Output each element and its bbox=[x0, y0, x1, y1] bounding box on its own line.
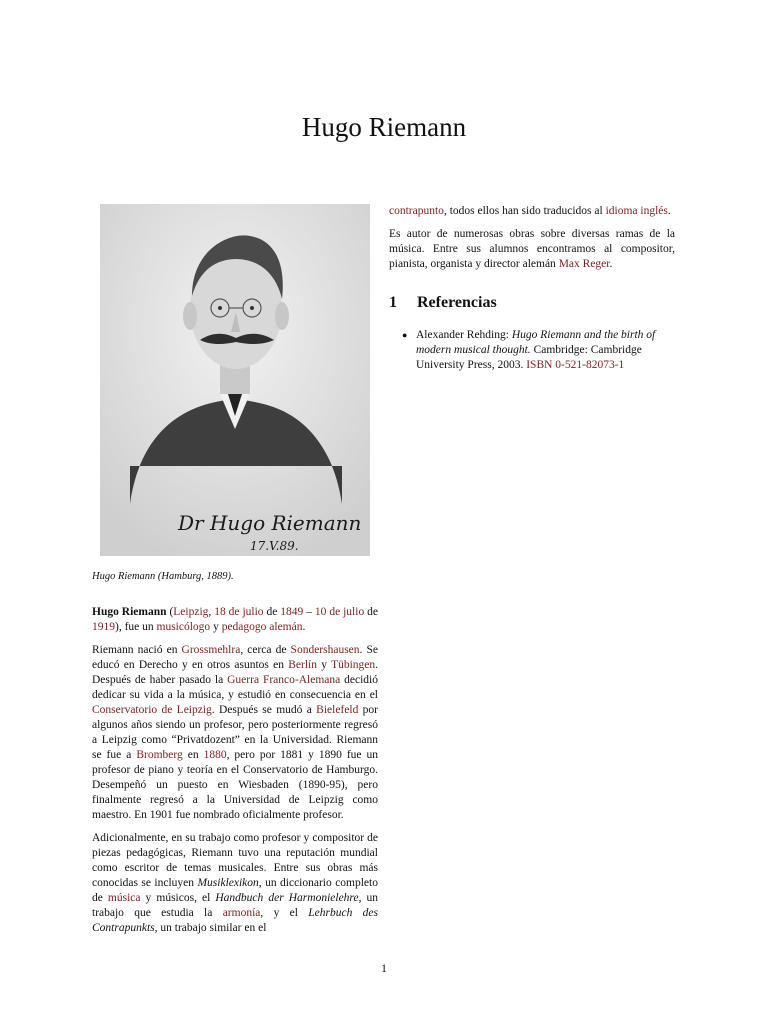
text: . bbox=[302, 621, 306, 633]
text: ( bbox=[169, 606, 174, 618]
text: de bbox=[364, 606, 378, 618]
text: . bbox=[609, 258, 613, 270]
text: . Después se mudó a bbox=[211, 704, 317, 716]
link-isbn[interactable]: ISBN 0-521-82073-1 bbox=[526, 359, 625, 371]
link-guerra-franco-alemana[interactable]: Guerra Franco-Alemana bbox=[227, 674, 341, 686]
text: ), fue un bbox=[115, 621, 157, 633]
work-title: Handbuch der Harmonielehre bbox=[215, 892, 359, 904]
works-paragraph bbox=[92, 831, 378, 936]
text: , cerca de bbox=[240, 644, 291, 656]
link-1880[interactable]: 1880 bbox=[203, 749, 227, 761]
link-birth-year[interactable]: 1849 bbox=[280, 606, 304, 618]
text: en bbox=[182, 749, 204, 761]
section-number: 1 bbox=[389, 294, 397, 311]
subject-name: Hugo Riemann bbox=[92, 606, 167, 618]
text: , y el bbox=[260, 907, 309, 919]
text: – bbox=[303, 606, 315, 618]
text: . bbox=[667, 205, 671, 217]
continuation-paragraph bbox=[389, 204, 675, 219]
text: y bbox=[317, 659, 332, 671]
reference-author: Alexander Rehding: bbox=[416, 329, 512, 341]
page-title: Hugo Riemann bbox=[301, 112, 467, 142]
text: , pero por 1881 y 1890 fue un profesor de piano y teoría en el Conservatorio de Hamburgo. Desempeñó un puesto en Wiesbaden (1890-95), pero finalmente regresó a la Universidad de Leipzig como maestro. En 1901 fue nombrado oficialmente profesor. bbox=[92, 749, 378, 821]
reference-item bbox=[402, 328, 675, 373]
link-bromberg[interactable]: Bromberg bbox=[136, 749, 183, 761]
references-list bbox=[389, 328, 675, 373]
right-column bbox=[389, 204, 675, 373]
link-grossmehlra[interactable]: Grossmehlra bbox=[181, 644, 241, 656]
bullet-icon: ● bbox=[402, 330, 408, 340]
link-contrapunto[interactable]: contrapunto bbox=[389, 205, 444, 217]
page-number: 1 bbox=[381, 961, 387, 975]
signature-date: 17.V.89. bbox=[250, 539, 299, 553]
signature-name: Dr Hugo Riemann bbox=[178, 511, 362, 535]
link-bielefeld[interactable]: Bielefeld bbox=[316, 704, 359, 716]
link-tubingen[interactable]: Tübingen bbox=[331, 659, 376, 671]
work-title: Lehrbuch des Contrapunkts bbox=[92, 907, 378, 934]
text: , todos ellos han sido traducidos al bbox=[443, 205, 606, 217]
link-birth-day[interactable]: 18 de julio bbox=[214, 606, 264, 618]
text: por algunos años siendo un profesor, pero posteriormente regresó a Leipzig como “Privatdozent” en la Universidad. Riemann se fue a bbox=[92, 704, 378, 761]
text: de bbox=[263, 606, 281, 618]
link-max-reger[interactable]: Max Reger bbox=[558, 258, 610, 270]
biography-paragraph bbox=[92, 643, 378, 823]
text: decidió dedicar su vida a la música, y estudió en consecuencia en el bbox=[92, 674, 378, 701]
section-heading-referencias bbox=[389, 294, 675, 312]
text: , bbox=[208, 606, 215, 618]
portrait-photo bbox=[100, 204, 370, 556]
link-armonia[interactable]: armonía bbox=[222, 907, 261, 919]
section-title: Referencias bbox=[417, 294, 497, 311]
text: , un diccionario completo de bbox=[92, 877, 378, 904]
text: . Después de haber pasado la bbox=[92, 659, 379, 686]
link-musica[interactable]: música bbox=[107, 892, 141, 904]
link-conservatorio-leipzig[interactable]: Conservatorio de Leipzig bbox=[92, 704, 212, 716]
text: y bbox=[210, 621, 222, 633]
text: Riemann nació en bbox=[92, 644, 182, 656]
link-pedagogo[interactable]: pedagogo bbox=[221, 621, 267, 633]
students-paragraph bbox=[389, 227, 675, 272]
link-aleman[interactable]: alemán bbox=[269, 621, 303, 633]
text: . Se educó en Derecho y en otros asuntos en bbox=[92, 644, 379, 671]
left-column bbox=[92, 605, 378, 944]
intro-paragraph bbox=[92, 605, 378, 635]
link-leipzig[interactable]: Leipzig bbox=[173, 606, 209, 618]
figure-caption: Hugo Riemann (Hamburg, 1889). bbox=[92, 571, 234, 582]
link-sondershausen[interactable]: Sondershausen bbox=[290, 644, 360, 656]
link-death-year[interactable]: 1919 bbox=[92, 621, 115, 633]
reference-title: Hugo Riemann and the birth of modern musical thought. bbox=[416, 329, 656, 356]
link-idioma-ingles[interactable]: idioma inglés bbox=[605, 205, 668, 217]
text: Adicionalmente, en su trabajo como profesor y compositor de piezas pedagógicas, Riemann tuvo una reputación mundial como escritor de temas musicales. Entre sus obras más conocidas se incluyen bbox=[92, 832, 378, 889]
text: , un trabajo que estudia la bbox=[92, 892, 379, 919]
text: Es autor de numerosas obras sobre diversas ramas de la música. Entre sus alumnos encontramos al compositor, pianista, organista y director alemán bbox=[389, 228, 675, 270]
work-title: Musiklexikon bbox=[197, 877, 259, 889]
link-death-day[interactable]: 10 de julio bbox=[314, 606, 365, 618]
text: y músicos, el bbox=[140, 892, 216, 904]
portrait-illustration bbox=[100, 204, 370, 556]
link-berlin[interactable]: Berlín bbox=[288, 659, 317, 671]
reference-publisher: Cambridge: Cambridge University Press, 2003. bbox=[416, 344, 642, 371]
text: , un trabajo similar en el bbox=[154, 922, 267, 934]
link-musicologo[interactable]: musicólogo bbox=[156, 621, 211, 633]
